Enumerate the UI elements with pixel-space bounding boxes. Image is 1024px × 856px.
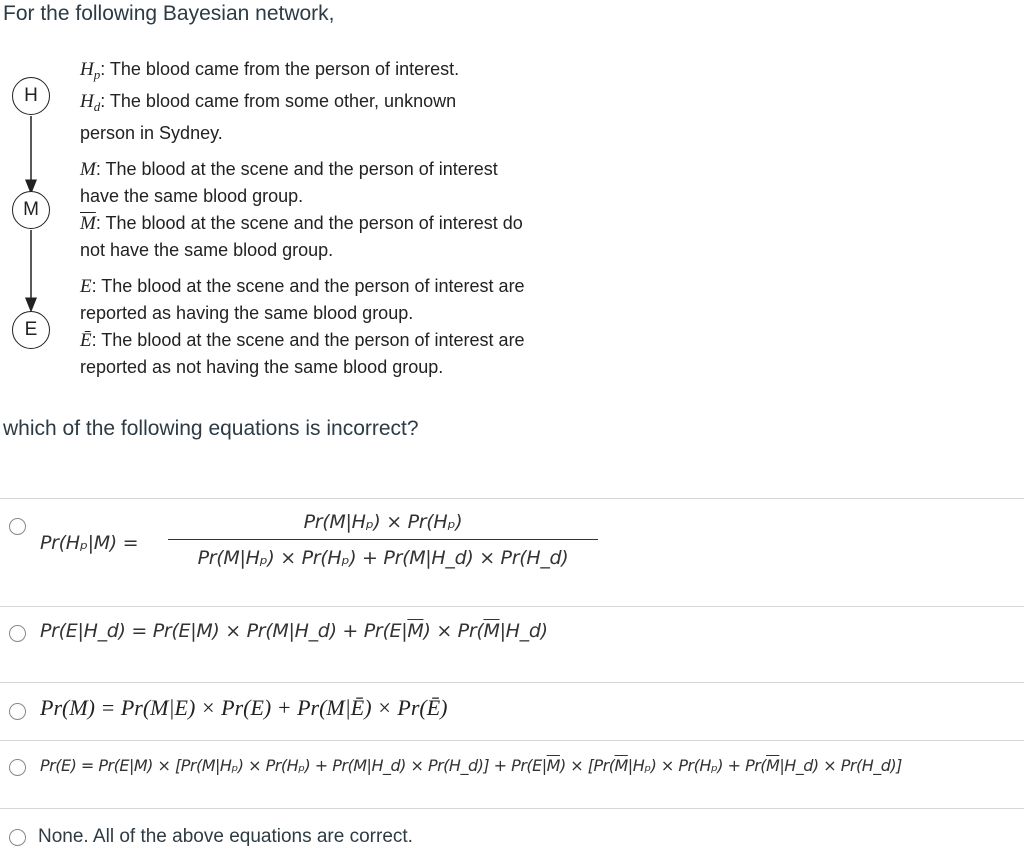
option-1-numerator: Pr(M|Hₚ) × Pr(Hₚ) xyxy=(303,511,463,533)
legend-h: $H_p$: The blood came from the person of interest. $H_d$: The blood came from some other, unknown person in Sydney. xyxy=(80,59,460,143)
node-h: H xyxy=(12,77,50,115)
node-e: E xyxy=(12,311,50,349)
divider xyxy=(0,808,1024,809)
option-1-fraction xyxy=(168,508,598,572)
option-4-radio[interactable] xyxy=(9,759,26,776)
divider xyxy=(0,740,1024,741)
option-1-radio[interactable] xyxy=(9,518,26,535)
legend-m: M: The blood at the scene and the person of interest have the same blood group. $\overline{M}$: The blood at the scene and the person of interest do not have the same blood group. xyxy=(80,159,523,260)
option-2-equation: Pr(E|H_d) = Pr(E|M) × Pr(M|H_d) + $Pr(E|\overline{M})$ × $Pr(\overline{M}|H\_d)$ xyxy=(40,620,548,642)
option-2-radio[interactable] xyxy=(9,625,26,642)
option-1-denominator: Pr(M|Hₚ) × Pr(Hₚ) + Pr(M|H_d) × Pr(H_d) xyxy=(197,547,569,569)
fraction-bar xyxy=(168,539,598,540)
divider xyxy=(0,606,1024,607)
legend-e: E: The blood at the scene and the person of interest are reported as having the same blood group. Ē: The blood at the scene and the person of interest are reported as not having the same blood group. xyxy=(80,276,525,377)
option-3-equation: Pr(M) = Pr(M|E) × Pr(E) + Pr(M|Ē) × Pr(Ē) xyxy=(40,695,448,720)
option-5-radio[interactable] xyxy=(9,829,26,846)
option-1-lhs: Pr(Hₚ|M) = xyxy=(40,532,139,554)
question-intro: For the following Bayesian network, xyxy=(3,2,335,25)
divider xyxy=(0,498,1024,499)
option-3-radio[interactable] xyxy=(9,703,26,720)
option-4-equation: Pr(E) = Pr(E|M) × [Pr(M|Hₚ) × Pr(Hₚ) + Pr(M|H_d) × Pr(H_d)] + $Pr(E|\overline{M}) \times [Pr(\overline{M}|H_p) \times Pr(H_p)$ + $Pr(\overline{M}|H\_d)$ × Pr(H_d)] xyxy=(40,756,902,775)
option-5-label: None. All of the above equations are correct. xyxy=(38,826,413,847)
node-m: M xyxy=(12,191,50,229)
question-text: which of the following equations is incorrect? xyxy=(3,417,419,440)
divider xyxy=(0,682,1024,683)
